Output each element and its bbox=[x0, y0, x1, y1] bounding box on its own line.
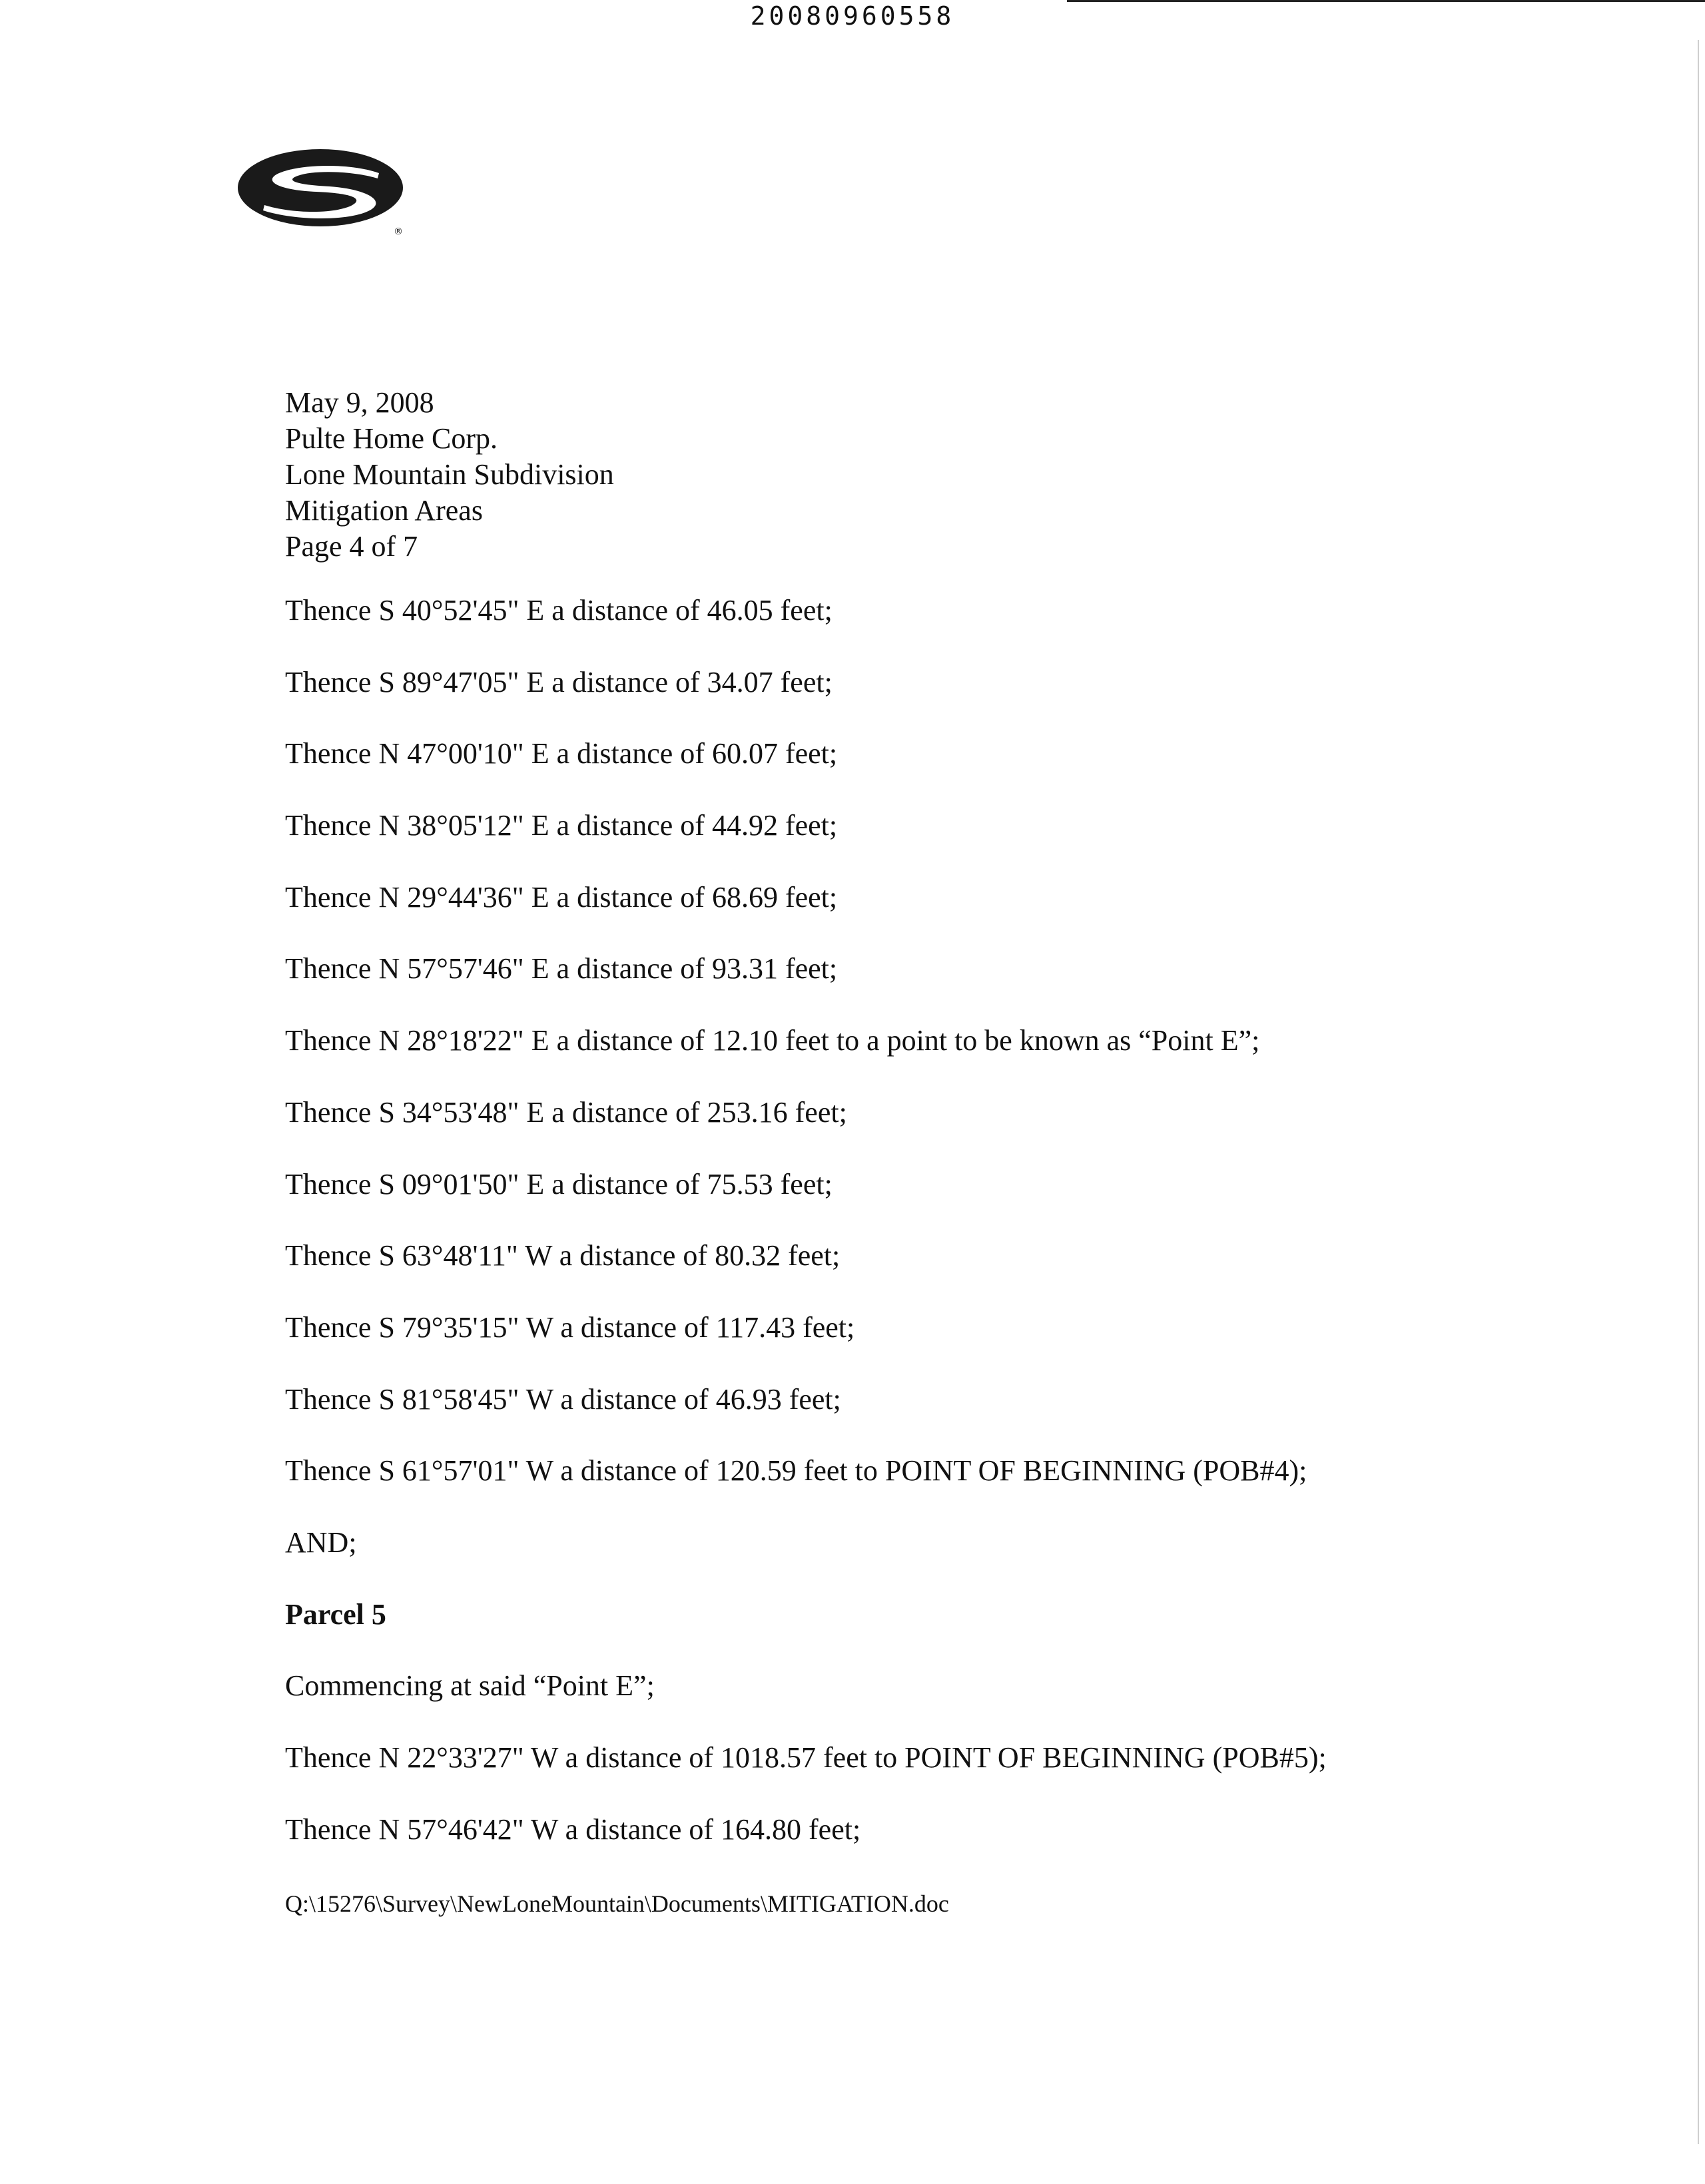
description-line: Thence S 34°53'48" E a distance of 253.16 feet; bbox=[285, 1095, 847, 1129]
description-line: Thence N 22°33'27" W a distance of 1018.57 feet to POINT OF BEGINNING (POB#5); bbox=[285, 1741, 1327, 1774]
letter-header bbox=[285, 385, 1471, 565]
header-date: May 9, 2008 bbox=[285, 386, 434, 419]
description-line: Thence N 28°18'22" E a distance of 12.10 feet to a point to be known as “Point E”; bbox=[285, 1024, 1260, 1057]
page-edge-line bbox=[1698, 40, 1699, 2144]
file-path-footer: Q:\15276\Survey\NewLoneMountain\Documents\MITIGATION.doc bbox=[285, 1890, 949, 1917]
description-line: Thence S 61°57'01" W a distance of 120.59 feet to POINT OF BEGINNING (POB#4); bbox=[285, 1454, 1307, 1488]
description-line: Thence S 40°52'45" E a distance of 46.05 feet; bbox=[285, 594, 833, 627]
description-line: Commencing at said “Point E”; bbox=[285, 1669, 655, 1703]
description-line: Thence N 47°00'10" E a distance of 60.07 feet; bbox=[285, 737, 838, 770]
header-client: Pulte Home Corp. bbox=[285, 422, 498, 455]
description-line: Thence S 63°48'11" W a distance of 80.32 feet; bbox=[285, 1239, 841, 1272]
description-line: Thence N 57°46'42" W a distance of 164.80 feet; bbox=[285, 1812, 861, 1846]
description-line: Thence N 57°57'46" E a distance of 93.31 feet; bbox=[285, 952, 838, 985]
company-logo-icon bbox=[236, 146, 410, 237]
registered-mark: ® bbox=[394, 226, 403, 237]
header-subject: Mitigation Areas bbox=[285, 494, 483, 527]
description-line: Thence N 38°05'12" E a distance of 44.92 feet; bbox=[285, 809, 838, 842]
description-line: AND; bbox=[285, 1525, 357, 1559]
description-line: Thence S 79°35'15" W a distance of 117.43 feet; bbox=[285, 1310, 855, 1344]
description-line: Thence N 29°44'36" E a distance of 68.69 feet; bbox=[285, 880, 838, 914]
description-line: Thence S 09°01'50" E a distance of 75.53 feet; bbox=[285, 1167, 833, 1201]
letter-body bbox=[285, 385, 1471, 1883]
header-project: Lone Mountain Subdivision bbox=[285, 458, 614, 491]
legal-description bbox=[285, 593, 1471, 1848]
description-line: Thence S 89°47'05" E a distance of 34.07 feet; bbox=[285, 665, 833, 698]
description-line: Thence S 81°58'45" W a distance of 46.93 feet; bbox=[285, 1382, 841, 1416]
header-page-number: Page 4 of 7 bbox=[285, 530, 418, 563]
document-number: 20080960558 bbox=[750, 1, 955, 31]
section-heading: Parcel 5 bbox=[285, 1597, 386, 1631]
